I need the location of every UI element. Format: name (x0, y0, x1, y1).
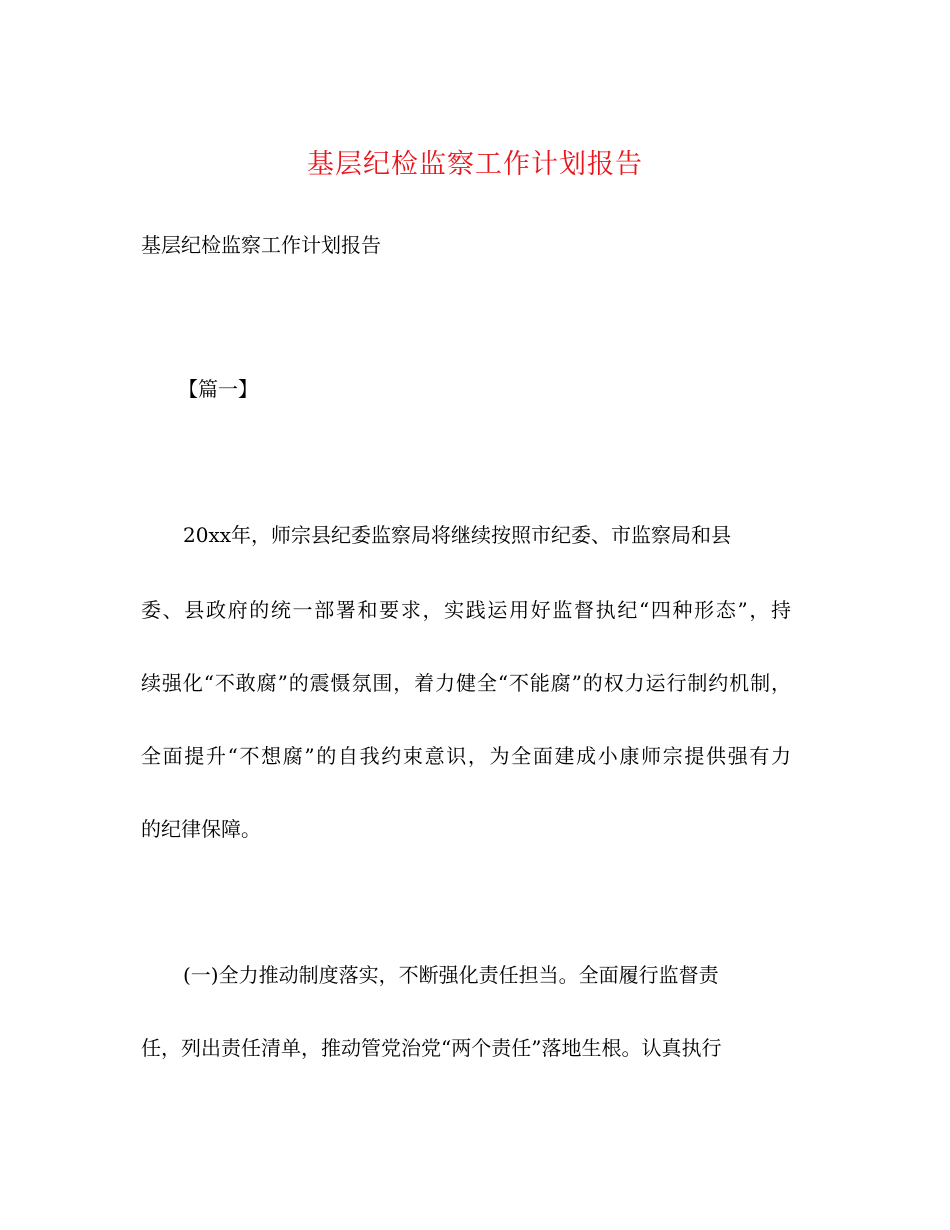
paragraph-line: (一)全力推动制度落实，不断强化责任担当。全面履行监督责 (183, 963, 719, 987)
paragraph-line: 任，列出责任清单，推动管党治党“两个责任”落地生根。认真执行 (141, 1036, 722, 1060)
paragraph-line: 委、县政府的统一部署和要求，实践运用好监督执纪“四种形态”，持 (141, 598, 791, 622)
section-marker: 【篇一】 (178, 377, 258, 401)
document-subtitle: 基层纪检监察工作计划报告 (141, 233, 381, 257)
paragraph-line: 续强化“不敢腐”的震慑氛围，着力健全“不能腐”的权力运行制约机制， (141, 671, 791, 695)
paragraph-line: 20xx年，师宗县纪委监察局将继续按照市纪委、市监察局和县 (183, 523, 732, 547)
document-title: 基层纪检监察工作计划报告 (307, 149, 643, 180)
paragraph-line: 全面提升“不想腐”的自我约束意识，为全面建成小康师宗提供强有力 (141, 744, 791, 768)
paragraph-line: 的纪律保障。 (141, 817, 261, 841)
